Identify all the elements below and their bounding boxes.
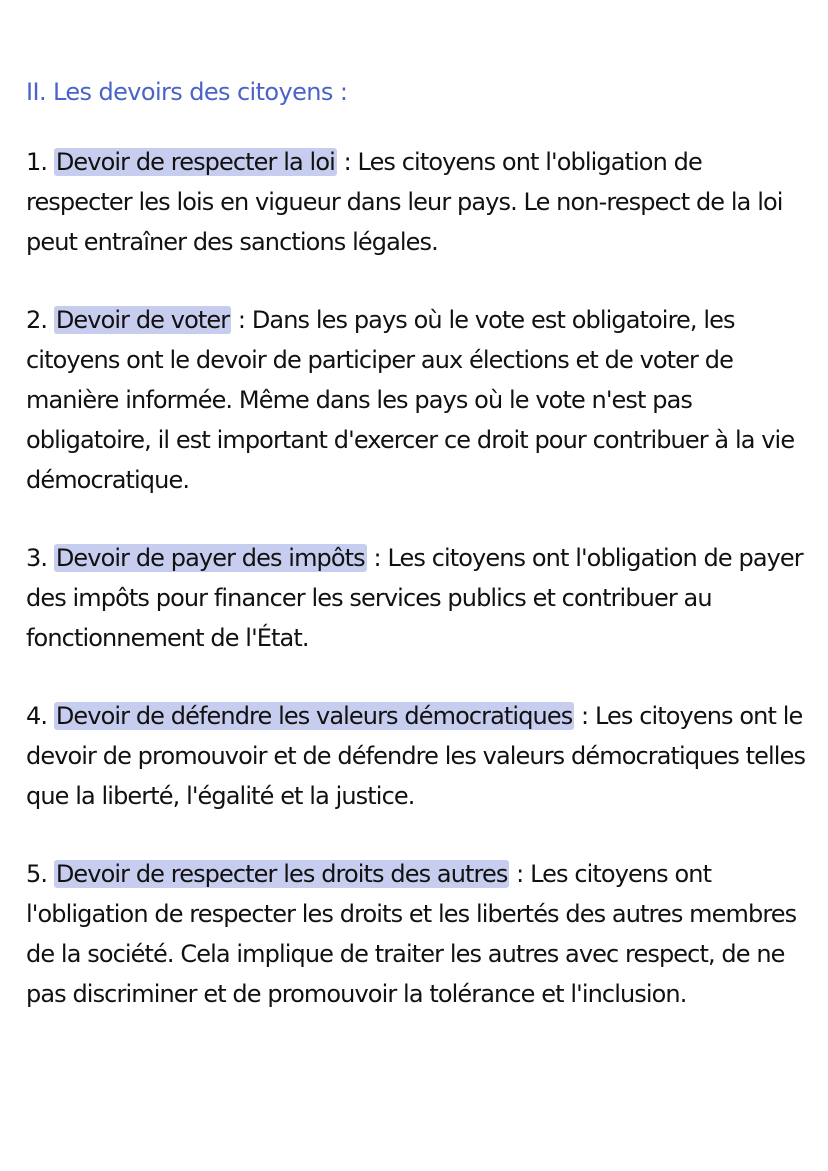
item-text: : Dans les pays où le vote est obligatoire, les citoyens ont le devoir de participer aux élections et de voter de manière informée. Même dans les pays où le vote n'est pas obligatoire, il est important d'exercer ce droit pour contribuer à la vie démocratique. — [26, 306, 795, 494]
item-number: 5. — [26, 860, 48, 888]
item-number: 1. — [26, 148, 48, 176]
item-number: 2. — [26, 306, 48, 334]
highlighted-term: Devoir de voter — [55, 306, 230, 334]
item-text: : Les citoyens ont l'obligation de respecter les droits et les libertés des autres membres de la société. Cela implique de traiter les autres avec respect, de ne pas discriminer et de promouvoir la tolérance et l'inclusion. — [26, 860, 797, 1008]
duty-item-5 — [26, 854, 810, 1014]
item-text: : Les citoyens ont le devoir de promouvoir et de défendre les valeurs démocratiques telles que la liberté, l'égalité et la justice. — [26, 702, 806, 810]
highlighted-term: Devoir de défendre les valeurs démocratiques — [55, 702, 573, 730]
section-heading: II. Les devoirs des citoyens : — [26, 78, 348, 106]
item-number: 4. — [26, 702, 48, 730]
duty-item-4 — [26, 696, 810, 816]
item-number: 3. — [26, 544, 48, 572]
duty-item-1 — [26, 142, 810, 262]
duty-item-3 — [26, 538, 810, 658]
item-text: : Les citoyens ont l'obligation de respecter les lois en vigueur dans leur pays. Le non-respect de la loi peut entraîner des sanctions légales. — [26, 148, 783, 256]
highlighted-term: Devoir de payer des impôts — [55, 544, 365, 572]
highlighted-term: Devoir de respecter les droits des autres — [55, 860, 508, 888]
item-text: : Les citoyens ont l'obligation de payer des impôts pour financer les services publics et contribuer au fonctionnement de l'État. — [26, 544, 803, 652]
duty-item-2 — [26, 300, 810, 500]
highlighted-term: Devoir de respecter la loi — [55, 148, 335, 176]
document-page — [26, 72, 810, 1052]
